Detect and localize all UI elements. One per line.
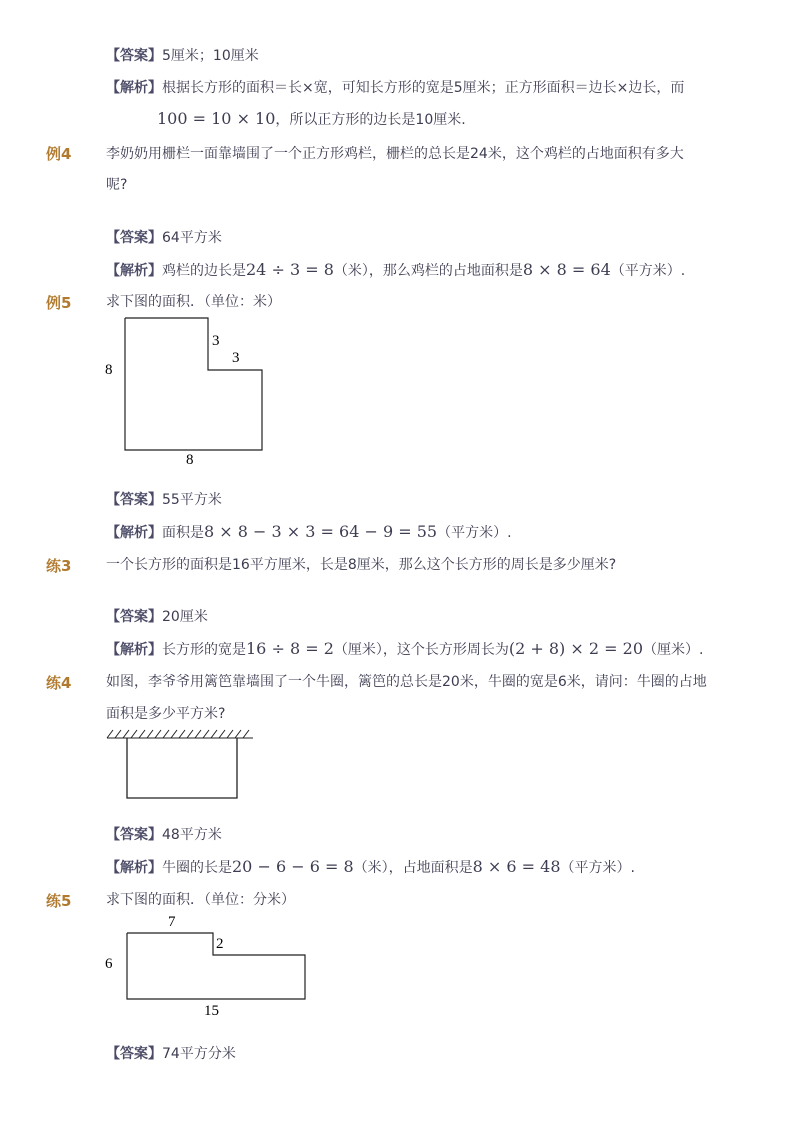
solution-text: （厘米）. [643, 642, 704, 658]
math-expression: 24 ÷ 3 = 8 [246, 260, 334, 279]
solution-row [106, 639, 703, 660]
answer-row [106, 228, 222, 248]
wall-hatching [107, 730, 253, 738]
solution-row [106, 522, 512, 543]
solution-label: 【解析】 [106, 642, 162, 658]
math-expression: 100 = 10 × 10 [157, 109, 276, 128]
question-text: 求下图的面积．（单位：分米） [106, 892, 295, 908]
solution-text: 面积是 [162, 525, 204, 541]
solution-text: 长方形的宽是 [162, 642, 246, 658]
solution-text: ，所以正方形的边长是10厘米. [275, 112, 466, 128]
solution-text: 根据长方形的面积＝长×宽，可知长方形的宽是5厘米；正方形面积＝边长×边长，而 [162, 80, 685, 96]
stepped-shape-figure [100, 910, 320, 1022]
solution-text: （平方米）. [610, 263, 686, 279]
solution-text: （米），占地面积是 [353, 860, 473, 876]
solution-text: 鸡栏的边长是 [162, 263, 246, 279]
answer-text: 5厘米；10厘米 [162, 48, 259, 64]
answer-label: 【答案】 [106, 492, 162, 508]
question-text: 如图，李爷爷用篱笆靠墙围了一个牛圈，篱笆的总长是20米，牛圈的宽是6米，请问：牛圈的占地 [106, 674, 707, 690]
practice-tag: 练3 [46, 557, 72, 575]
question-text: 面积是多少平方米? [106, 706, 226, 722]
question-text: 呢? [106, 177, 128, 193]
answer-text: 20厘米 [162, 609, 208, 625]
example-tag: 例5 [46, 294, 72, 312]
figure-outline [125, 318, 262, 450]
dim-label-bottom: 15 [204, 1003, 219, 1019]
answer-row [106, 46, 259, 66]
answer-label: 【答案】 [106, 609, 162, 625]
dim-label-top: 7 [168, 914, 176, 930]
example-tag: 例4 [46, 145, 72, 163]
solution-text: （平方米）. [560, 860, 635, 876]
math-expression: 16 ÷ 8 = 2 [246, 639, 334, 658]
math-expression: 20 − 6 − 6 = 8 [232, 857, 354, 876]
math-expression: 8 × 8 − 3 × 3 = 64 − 9 = 55 [204, 522, 438, 541]
answer-label: 【答案】 [106, 827, 162, 843]
solution-label: 【解析】 [106, 263, 162, 279]
question-text: 求下图的面积．（单位：米） [106, 294, 281, 310]
answer-label: 【答案】 [106, 48, 162, 64]
dim-label-notch-vertical: 3 [212, 333, 220, 349]
solution-row [106, 857, 635, 878]
solution-text: （米），那么鸡栏的占地面积是 [333, 263, 523, 279]
question-text: 李奶奶用栅栏一面靠墙围了一个正方形鸡栏，栅栏的总长是24米，这个鸡栏的占地面积有多大 [106, 146, 684, 162]
dim-label-bottom: 8 [186, 452, 194, 468]
answer-row [106, 825, 222, 845]
answer-row [106, 1044, 236, 1064]
answer-text: 48平方米 [162, 827, 222, 843]
solution-label: 【解析】 [106, 80, 162, 96]
practice-tag: 练5 [46, 892, 72, 910]
pen-against-wall-figure [100, 727, 260, 802]
fence-outline [127, 738, 237, 798]
solution-label: 【解析】 [106, 525, 162, 541]
answer-text: 55平方米 [162, 492, 222, 508]
dim-label-left: 6 [105, 956, 113, 972]
dim-label-left: 8 [105, 362, 113, 378]
math-expression: (2 + 8) × 2 = 20 [508, 639, 643, 658]
answer-label: 【答案】 [106, 1046, 162, 1062]
l-shape-figure [100, 312, 280, 472]
solution-label: 【解析】 [106, 860, 162, 876]
dim-label-notch-horizontal: 3 [232, 350, 240, 366]
solution-row-2 [157, 109, 466, 130]
dim-label-notch: 2 [216, 936, 224, 952]
answer-row [106, 607, 208, 627]
math-expression: 8 × 6 = 48 [472, 857, 561, 876]
math-expression: 8 × 8 = 64 [522, 260, 611, 279]
answer-text: 64平方米 [162, 230, 222, 246]
solution-text: （厘米），这个长方形周长为 [333, 642, 509, 658]
answer-text: 74平方分米 [162, 1046, 236, 1062]
solution-text: 牛圈的长是 [162, 860, 232, 876]
answer-row [106, 490, 222, 510]
question-text: 一个长方形的面积是16平方厘米，长是8厘米，那么这个长方形的周长是多少厘米? [106, 557, 617, 573]
answer-label: 【答案】 [106, 230, 162, 246]
solution-row [106, 78, 684, 98]
solution-row [106, 260, 685, 281]
practice-tag: 练4 [46, 674, 72, 692]
solution-text: （平方米）. [437, 525, 512, 541]
